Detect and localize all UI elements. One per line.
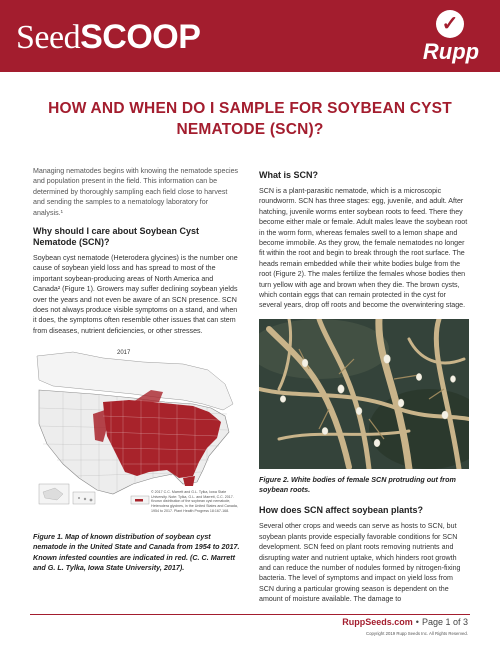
intro-paragraph: Managing nematodes begins with knowing the nematode species and population present in the field. This information can be determined by thoroughly sampling each field close to harvest and sending the samples to a nematology laboratory for analysis.¹ (33, 167, 239, 217)
left-column (33, 166, 240, 573)
section-heading-why-care: Why should I care about Soybean Cyst Nematode (SCN)? (33, 226, 200, 248)
figure2-caption: Figure 2. White bodies of female SCN protruding out from soybean roots. (259, 474, 456, 495)
rupp-logo-mark-icon: ✓ (436, 10, 464, 38)
section-body-what-is-scn: SCN is a plant-parasitic nematode, which is a microscopic roundworm. SCN has three stages: egg, juvenile, and adult. After hatching, juvenile worms enter soybean roots to feed. There they become either male or female. Adult males leave the soybean root in the worm form, whereas females swell to a lemon shape and become immobile. As they grow, the female nematodes no longer fit within the root and begin to break through the root surface. The heads remain embedded while their white bodies bulge from the root (Figure 2). The males fertilize the females whose bodies then turn yellow with age and brown when they die. The brown cysts, which contain eggs that can remain protected in the cyst for several years, drop off roots and become the overwintering stage. (259, 187, 468, 310)
footer-separator: • (415, 617, 419, 627)
header-banner (0, 0, 500, 72)
figure2-root-photo (259, 319, 469, 469)
page-footer (342, 616, 468, 628)
footer-site-link[interactable]: RuppSeeds.com (342, 617, 413, 627)
page-title: HOW AND WHEN DO I SAMPLE FOR SOYBEAN CYST NEMATODE (SCN)? (48, 100, 452, 138)
figure1-map (33, 344, 240, 526)
brand-seed: Seed (16, 19, 81, 56)
map-year-label: 2017 (117, 350, 131, 357)
seedscoop-wordmark (16, 18, 200, 57)
brand-scoop: SCOOP (80, 18, 201, 56)
scn-root-image (259, 319, 469, 469)
right-column (259, 166, 469, 613)
copyright-notice: Copyright 2019 Rupp Seeds Inc. All Rights Reserved. (366, 631, 468, 636)
section-heading-effect: How does SCN affect soybean plants? (259, 505, 424, 516)
page-number: Page 1 of 3 (421, 617, 468, 627)
figure1-caption: Figure 1. Map of known distribution of soybean cyst nematode in the United State and Canada from 1954 to 2017. Known infested counties are indicated in red. (C. C. Marrett and G. L. Tylka, Iowa State University, 2017). (33, 532, 240, 572)
section-heading-what-is-scn: What is SCN? (259, 170, 319, 180)
footer-divider (30, 614, 470, 615)
map-credit-text: © 2017 C.C. Marrett and G.L. Tylka, Iowa State University. Note: Tylka, G.L. and Marrett, C.C. 2017. Known distribution of the soybean cyst nematode, Heterodera glycines, in the United States and Canada, 1954 to 2017. Plant Health Progress 18:167-168. (151, 490, 238, 513)
rupp-logo (420, 10, 482, 68)
section-body-effect: Several other crops and weeds can serve as hosts to SCN, but soybean plants provide especially favorable conditions for SCN development. SCN feed on plant roots removing nutrients and disrupting water and nutrient uptake, which hinders root growth and can reduce the number of nodules formed by nitrogen-fixing bacteria. The level of symptoms and impact on yield loss from SCN during a particular growing season is dependent on the amount of moisture available. The damage to (259, 522, 461, 604)
rupp-logo-word: Rupp (422, 39, 480, 64)
section-body-why-care: Soybean cyst nematode (Heterodera glycines) is the number one cause of soybean yield loss and has spread to most of the important soybean-producing areas of North America and Canada² (Figure 1). Growers may suffer declining soybean yields over the years and not even be aware of an SCN presence. SCN does not always produce visible symptoms on a stand, and when it does, the symptoms often resemble other issues that can stem from diseases, nutrient deficiencies, or other stresses. (33, 254, 238, 335)
